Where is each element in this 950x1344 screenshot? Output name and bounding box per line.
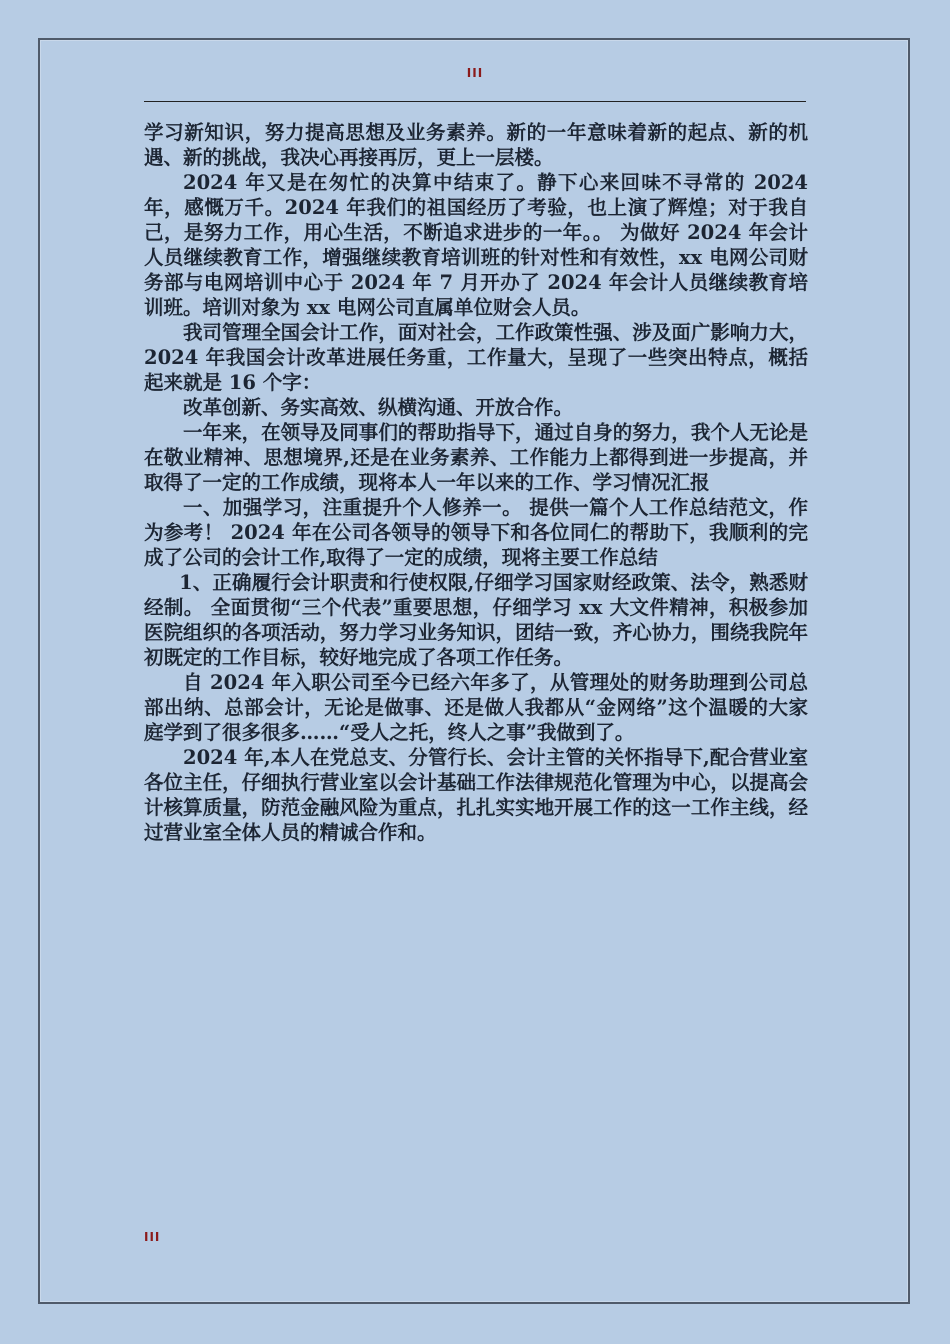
header-rule — [144, 101, 806, 102]
paragraph-8: 自 2024 年入职公司至今已经六年多了，从管理处的财务助理到公司总部出纳、总部会计，无论是做事、还是做人我都从“金网络”这个温暖的大家庭学到了很多很多……“受人之托，终人之事”我做到了。 — [144, 671, 808, 744]
footer-mark: III — [144, 1230, 161, 1244]
paragraph-6: 一、加强学习，注重提升个人修养一。 提供一篇个人工作总结范文，作为参考！ 2024 年在公司各领导的领导下和各位同仁的帮助下，我顺利的完成了公司的会计工作,取得了一定的成绩，现将主要工作总结 — [144, 496, 808, 569]
paragraph-5: 一年来，在领导及同事们的帮助指导下，通过自身的努力，我个人无论是在敬业精神、思想境界,还是在业务素养、工作能力上都得到进一步提高，并取得了一定的工作成绩，现将本人一年以来的工作、学习情况汇报 — [144, 421, 808, 494]
header-mark: III — [466, 66, 484, 80]
paragraph-9: 2024 年,本人在党总支、分管行长、会计主管的关怀指导下,配合营业室各位主任，仔细执行营业室以会计基础工作法律规范化管理为中心，以提高会计核算质量，防范金融风险为重点，扎扎实实地开展工作的这一工作主线，经过营业室全体人员的精诚合作和。 — [144, 746, 808, 844]
paragraph-4: 改革创新、务实高效、纵横沟通、开放合作。 — [183, 396, 574, 419]
document-body — [144, 120, 808, 845]
paragraph-3: 我司管理全国会计工作，面对社会，工作政策性强、涉及面广影响力大，2024 年我国会计改革进展任务重，工作量大，呈现了一些突出特点，概括起来就是 16 个字： — [144, 321, 808, 394]
paragraph-1: 学习新知识，努力提高思想及业务素养。新的一年意味着新的起点、新的机遇、新的挑战，我决心再接再厉，更上一层楼。 — [144, 121, 808, 169]
paragraph-2: 2024 年又是在匆忙的决算中结束了。静下心来回味不寻常的 2024 年，感慨万千。2024 年我们的祖国经历了考验，也上演了辉煌；对于我自己，是努力工作，用心生活，不断追求进步的一年。。 为做好 2024 年会计人员继续教育工作，增强继续教育培训班的针对性和有效性，xx 电网公司财务部与电网培训中心于 2024 年 7 月开办了 2024 年会计人员继续教育培训班。培训对象为 xx 电网公司直属单位财会人员。 — [144, 171, 808, 319]
paragraph-7: 1、正确履行会计职责和行使权限,仔细学习国家财经政策、法令，熟悉财经制。 全面贯彻“三个代表”重要思想，仔细学习 xx 大文件精神，积极参加医院组织的各项活动，努力学习业务知识，团结一致，齐心协力，围绕我院年初既定的工作目标，较好地完成了各项工作任务。 — [144, 571, 808, 669]
